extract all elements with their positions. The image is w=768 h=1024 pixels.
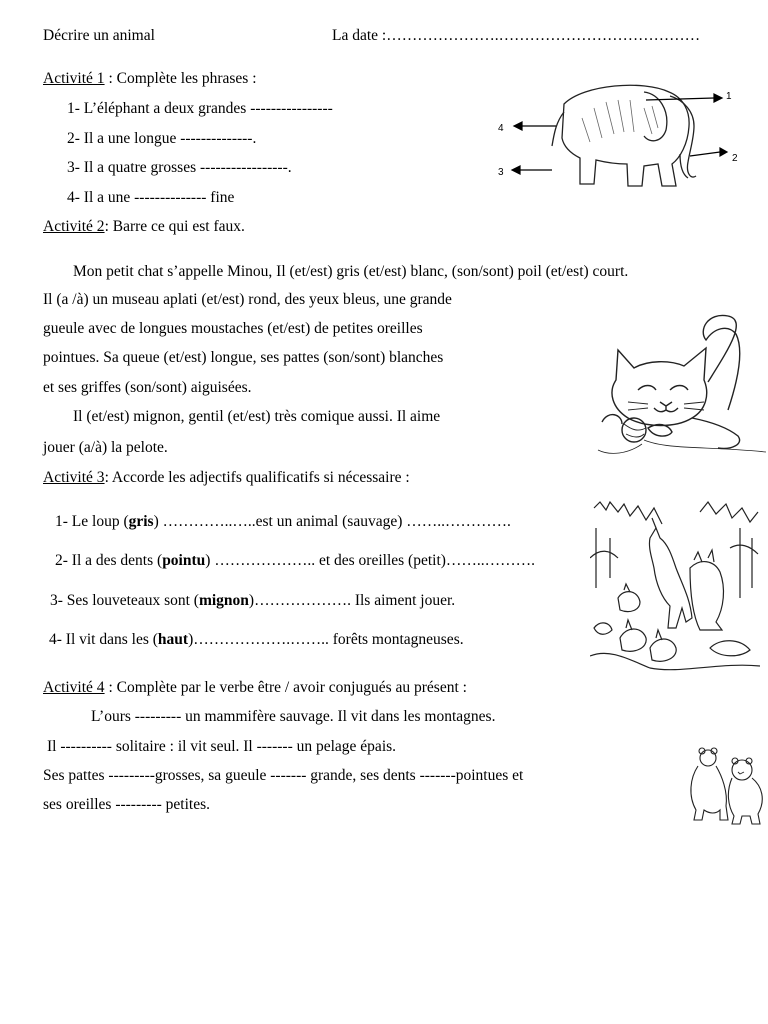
activity-2-line-5: et ses griffes (son/sont) aiguisées. — [43, 379, 252, 396]
activity-1-instruction: : Complète les phrases : — [104, 70, 257, 87]
activity-3-instruction: : Accorde les adjectifs qualificatifs si nécessaire : — [104, 469, 410, 486]
callout-4: 4 — [498, 123, 504, 134]
activity-4-line-1: L’ours --------- un mammifère sauvage. Il vit dans les montagnes. — [91, 708, 496, 725]
activity-3-item-2 — [55, 552, 535, 570]
activity-3-item-1 — [55, 513, 511, 531]
activity-1-heading — [43, 70, 257, 88]
activity-2-label: Activité 2 — [43, 218, 105, 235]
activity-3-item-3-post: )………………. Ils aiment jouer. — [248, 592, 456, 609]
activity-3-item-1-adj: gris — [128, 513, 154, 530]
activity-2-line-4: pointues. Sa queue (et/est) longue, ses pattes (son/sont) blanches — [43, 349, 444, 366]
activity-2-heading — [43, 218, 245, 236]
activity-3-item-3-adj: mignon — [198, 592, 249, 609]
activity-2-line-7: jouer (a/à) la pelote. — [43, 439, 168, 456]
activity-1-label: Activité 1 — [43, 70, 105, 87]
activity-4-instruction: : Complète par le verbe être / avoir conjugués au présent : — [104, 679, 467, 696]
callout-2: 2 — [732, 153, 738, 164]
activity-4-line-4: ses oreilles --------- petites. — [43, 796, 210, 813]
activity-1-item-4: 4- Il a une -------------- fine — [67, 189, 235, 206]
activity-3-item-2-pre: 2- Il a des dents ( — [55, 552, 163, 569]
elephant-icon — [494, 78, 744, 190]
activity-1-item-2: 2- Il a une longue --------------. — [67, 130, 257, 147]
activity-2-line-6: Il (et/est) mignon, gentil (et/est) très comique aussi. Il aime — [73, 408, 441, 425]
bears-illustration — [686, 744, 768, 826]
activity-2-line-2: Il (a /à) un museau aplati (et/est) rond, des yeux bleus, une grande — [43, 291, 452, 308]
activity-3-item-4-adj: haut — [157, 631, 189, 648]
wolf-icon — [590, 498, 760, 676]
elephant-illustration — [494, 78, 744, 190]
callout-3: 3 — [498, 167, 504, 178]
activity-4-label: Activité 4 — [43, 679, 105, 696]
activity-3-item-3-pre: 3- Ses louveteaux sont ( — [50, 592, 199, 609]
activity-1-item-3: 3- Il a quatre grosses -----------------. — [67, 159, 292, 176]
date-field[interactable]: La date :………………….………………………………… — [332, 27, 701, 44]
activity-4-heading — [43, 679, 467, 697]
callout-1: 1 — [726, 91, 732, 102]
activity-4-line-2: Il ---------- solitaire : il vit seul. Il ------- un pelage épais. — [47, 738, 397, 755]
activity-3-item-1-post: ) …………..…..est un animal (sauvage) ……..…………. — [153, 513, 511, 530]
activity-1-item-1: 1- L’éléphant a deux grandes ---------------- — [67, 100, 333, 117]
activity-3-label: Activité 3 — [43, 469, 105, 486]
activity-3-item-3 — [50, 592, 455, 610]
cat-icon — [588, 310, 768, 460]
activity-3-item-4-pre: 4- Il vit dans les ( — [49, 631, 158, 648]
bear-icon — [686, 744, 768, 826]
wolves-illustration — [590, 498, 760, 676]
activity-3-heading — [43, 469, 410, 487]
activity-3-item-1-pre: 1- Le loup ( — [55, 513, 129, 530]
cat-illustration — [588, 310, 768, 460]
activity-3-item-2-adj: pointu — [162, 552, 206, 569]
activity-4-line-3: Ses pattes ---------grosses, sa gueule ------- grande, ses dents -------pointues et — [43, 767, 524, 784]
activity-3-item-4-post: )……………….…….. forêts montagneuses. — [188, 631, 464, 648]
activity-2-line-1: Mon petit chat s’appelle Minou, Il (et/est) gris (et/est) blanc, (son/sont) poil (et/est) court. — [73, 263, 629, 280]
activity-2-instruction: : Barre ce qui est faux. — [104, 218, 245, 235]
activity-3-item-4 — [49, 631, 464, 649]
activity-2-line-3: gueule avec de longues moustaches (et/est) de petites oreilles — [43, 320, 423, 337]
activity-3-item-2-post: ) ……………….. et des oreilles (petit)……..………. — [205, 552, 536, 569]
page-title: Décrire un animal — [43, 27, 155, 44]
